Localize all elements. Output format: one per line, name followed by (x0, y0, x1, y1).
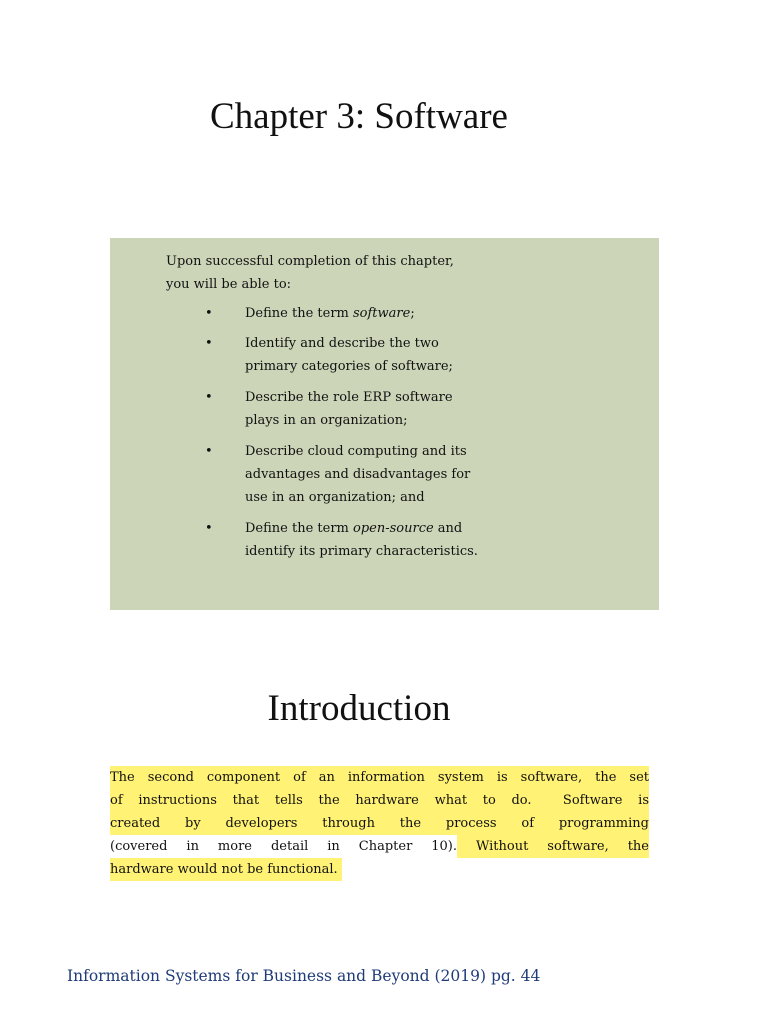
objective-line: advantages and disadvantages for (245, 467, 471, 482)
objective-line (245, 517, 545, 540)
learning-objectives-box (110, 238, 659, 610)
objective-line-text: Define the term (245, 521, 353, 536)
objectives-intro-line: you will be able to: (166, 277, 292, 292)
paragraph-line (110, 835, 649, 858)
paragraph-text: (covered in more detail in Chapter 10). (110, 839, 458, 854)
objective-line: Identify and describe the two (245, 336, 439, 351)
objective-line: plays in an organization; (245, 413, 408, 428)
bullet-icon: • (205, 336, 213, 351)
objective-text (245, 517, 545, 563)
objective-text (245, 440, 545, 509)
highlighted-text: hardware would not be functional. (110, 858, 342, 881)
bullet-icon: • (205, 306, 213, 321)
objective-line: Describe cloud computing and its (245, 444, 467, 459)
highlighted-text: The second component of an information system is software, the set (110, 766, 649, 789)
objectives-intro (166, 250, 544, 296)
paragraph-line (110, 858, 649, 881)
objective-line: identify its primary characteristics. (245, 544, 478, 559)
paragraph-line (110, 789, 649, 812)
bullet-icon: • (205, 521, 213, 536)
objective-text (245, 332, 545, 378)
objective-line: use in an organization; and (245, 490, 425, 505)
bullet-icon: • (205, 390, 213, 405)
objective-line-text: ; (410, 306, 415, 321)
objective-text (245, 302, 545, 325)
objective-term: open-source (353, 521, 434, 536)
chapter-title: Chapter 3: Software (210, 96, 508, 137)
objective-text (245, 386, 545, 432)
objective-line: Describe the role ERP software (245, 390, 453, 405)
highlighted-text: created by developers through the process of programming (110, 812, 649, 835)
objective-line (245, 302, 545, 325)
objectives-intro-line: Upon successful completion of this chapter, (166, 254, 454, 269)
paragraph-line (110, 812, 649, 835)
objective-line: primary categories of software; (245, 359, 453, 374)
introduction-paragraph (110, 766, 649, 881)
bullet-icon: • (205, 444, 213, 459)
objective-line-text: and (433, 521, 463, 536)
introduction-heading: Introduction (267, 688, 451, 729)
page-footer: Information Systems for Business and Beyond (2019) pg. 44 (67, 967, 541, 985)
objective-line-text: Define the term (245, 306, 353, 321)
paragraph-line (110, 766, 649, 789)
highlighted-text: of instructions that tells the hardware what to do. Software is (110, 789, 649, 812)
objective-term: software (353, 306, 411, 321)
highlighted-text: Without software, the (457, 835, 649, 858)
